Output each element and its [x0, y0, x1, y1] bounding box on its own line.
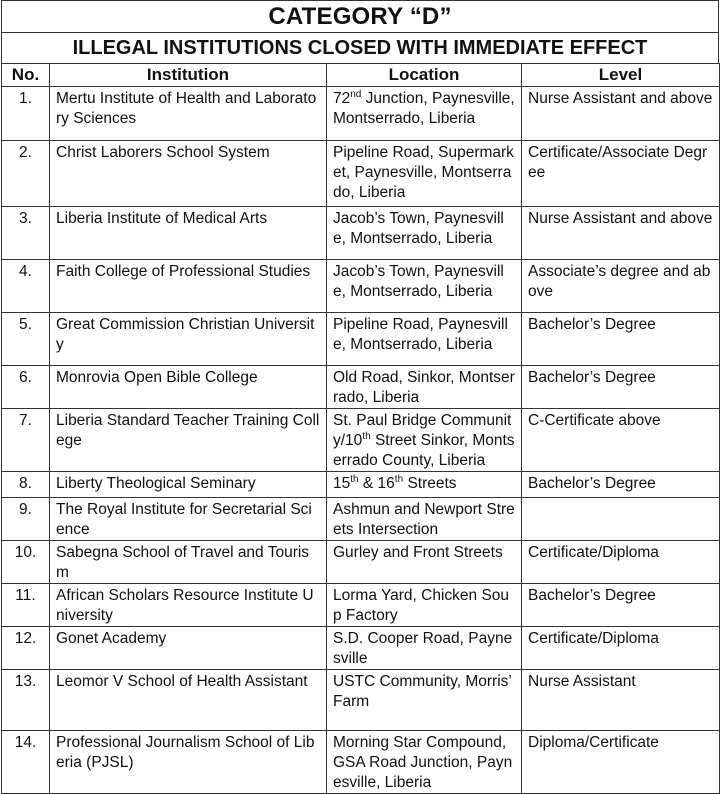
- column-header-institution: Institution: [50, 64, 327, 87]
- institution-cell: Liberty Theological Seminary: [50, 472, 327, 498]
- header-row: [2, 64, 720, 87]
- institution-cell: Mertu Institute of Health and Laboratory Sciences: [50, 87, 327, 141]
- table-row: [2, 627, 720, 670]
- location-text-part: th: [394, 473, 404, 485]
- institution-cell: Great Commission Christian University: [50, 313, 327, 366]
- row-number: 13.: [2, 670, 50, 731]
- row-number: 9.: [2, 498, 50, 541]
- column-header-no: No.: [2, 64, 50, 87]
- location-cell: S.D. Cooper Road, Paynesville: [327, 627, 522, 670]
- location-text-part: Street Sinkor, Montserrado County, Liberia: [333, 432, 515, 469]
- row-number: 7.: [2, 409, 50, 472]
- table-row: [2, 141, 720, 207]
- location-cell: Gurley and Front Streets: [327, 541, 522, 584]
- location-text-part: nd: [350, 88, 362, 100]
- row-number: 1.: [2, 87, 50, 141]
- row-number: 6.: [2, 366, 50, 409]
- location-text-part: & 16: [358, 475, 395, 492]
- table-row: [2, 409, 720, 472]
- institution-cell: The Royal Institute for Secretarial Science: [50, 498, 327, 541]
- location-cell: Ashmun and Newport Streets Intersection: [327, 498, 522, 541]
- level-cell: C-Certificate above: [522, 409, 720, 472]
- row-number: 2.: [2, 141, 50, 207]
- level-cell: Certificate/Associate Degree: [522, 141, 720, 207]
- location-cell: Old Road, Sinkor, Montserrado, Liberia: [327, 366, 522, 409]
- institution-cell: Leomor V School of Health Assistant: [50, 670, 327, 731]
- institution-cell: Faith College of Professional Studies: [50, 260, 327, 313]
- level-cell: [522, 498, 720, 541]
- row-number: 4.: [2, 260, 50, 313]
- institution-cell: Gonet Academy: [50, 627, 327, 670]
- table-row: [2, 498, 720, 541]
- table-row: [2, 584, 720, 627]
- table-row: [2, 313, 720, 366]
- location-text-part: St. Paul Bridge Community/10: [333, 412, 512, 449]
- location-text-part: Junction, Paynesville, Montserrado, Liberia: [333, 90, 515, 127]
- column-header-location: Location: [327, 64, 522, 87]
- table-row: [2, 731, 720, 794]
- level-cell: Certificate/Diploma: [522, 627, 720, 670]
- institution-cell: Professional Journalism School of Liberia (PJSL): [50, 731, 327, 794]
- column-header-level: Level: [522, 64, 720, 87]
- location-cell: [327, 472, 522, 498]
- institution-cell: Liberia Institute of Medical Arts: [50, 207, 327, 260]
- institutions-table: [1, 63, 720, 794]
- location-cell: [327, 87, 522, 141]
- institution-cell: Monrovia Open Bible College: [50, 366, 327, 409]
- location-text-part: 15: [333, 475, 351, 492]
- row-number: 3.: [2, 207, 50, 260]
- location-text-part: th: [362, 430, 371, 442]
- row-number: 14.: [2, 731, 50, 794]
- row-number: 5.: [2, 313, 50, 366]
- table-subtitle: ILLEGAL INSTITUTIONS CLOSED WITH IMMEDIATE EFFECT: [1, 32, 719, 63]
- location-text-part: th: [350, 473, 359, 485]
- table-row: [2, 260, 720, 313]
- location-text-part: 72: [333, 90, 351, 107]
- row-number: 10.: [2, 541, 50, 584]
- location-cell: Morning Star Compound, GSA Road Junction, Paynesville, Liberia: [327, 731, 522, 794]
- location-cell: Pipeline Road, Supermarket, Paynesville, Montserrado, Liberia: [327, 141, 522, 207]
- row-number: 12.: [2, 627, 50, 670]
- level-cell: Nurse Assistant: [522, 670, 720, 731]
- table-row: [2, 670, 720, 731]
- level-cell: Diploma/Certificate: [522, 731, 720, 794]
- institution-cell: Liberia Standard Teacher Training College: [50, 409, 327, 472]
- table-row: [2, 366, 720, 409]
- level-cell: Bachelor’s Degree: [522, 313, 720, 366]
- location-cell: Lorma Yard, Chicken Soup Factory: [327, 584, 522, 627]
- location-cell: USTC Community, Morris’ Farm: [327, 670, 522, 731]
- document: [1, 0, 719, 794]
- level-cell: Nurse Assistant and above: [522, 87, 720, 141]
- level-cell: Certificate/Diploma: [522, 541, 720, 584]
- level-cell: Bachelor’s Degree: [522, 584, 720, 627]
- row-number: 8.: [2, 472, 50, 498]
- location-cell: Jacob’s Town, Paynesville, Montserrado, Liberia: [327, 260, 522, 313]
- institution-cell: Sabegna School of Travel and Tourism: [50, 541, 327, 584]
- table-row: [2, 541, 720, 584]
- level-cell: Nurse Assistant and above: [522, 207, 720, 260]
- category-title: CATEGORY “D”: [1, 0, 719, 32]
- location-text-part: Streets: [403, 475, 457, 492]
- table-row: [2, 472, 720, 498]
- table-row: [2, 87, 720, 141]
- row-number: 11.: [2, 584, 50, 627]
- table-row: [2, 207, 720, 260]
- level-cell: Associate’s degree and above: [522, 260, 720, 313]
- location-cell: Jacob’s Town, Paynesville, Montserrado, Liberia: [327, 207, 522, 260]
- location-cell: Pipeline Road, Paynesville, Montserrado, Liberia: [327, 313, 522, 366]
- location-cell: [327, 409, 522, 472]
- level-cell: Bachelor’s Degree: [522, 366, 720, 409]
- level-cell: Bachelor’s Degree: [522, 472, 720, 498]
- institution-cell: Christ Laborers School System: [50, 141, 327, 207]
- institution-cell: African Scholars Resource Institute University: [50, 584, 327, 627]
